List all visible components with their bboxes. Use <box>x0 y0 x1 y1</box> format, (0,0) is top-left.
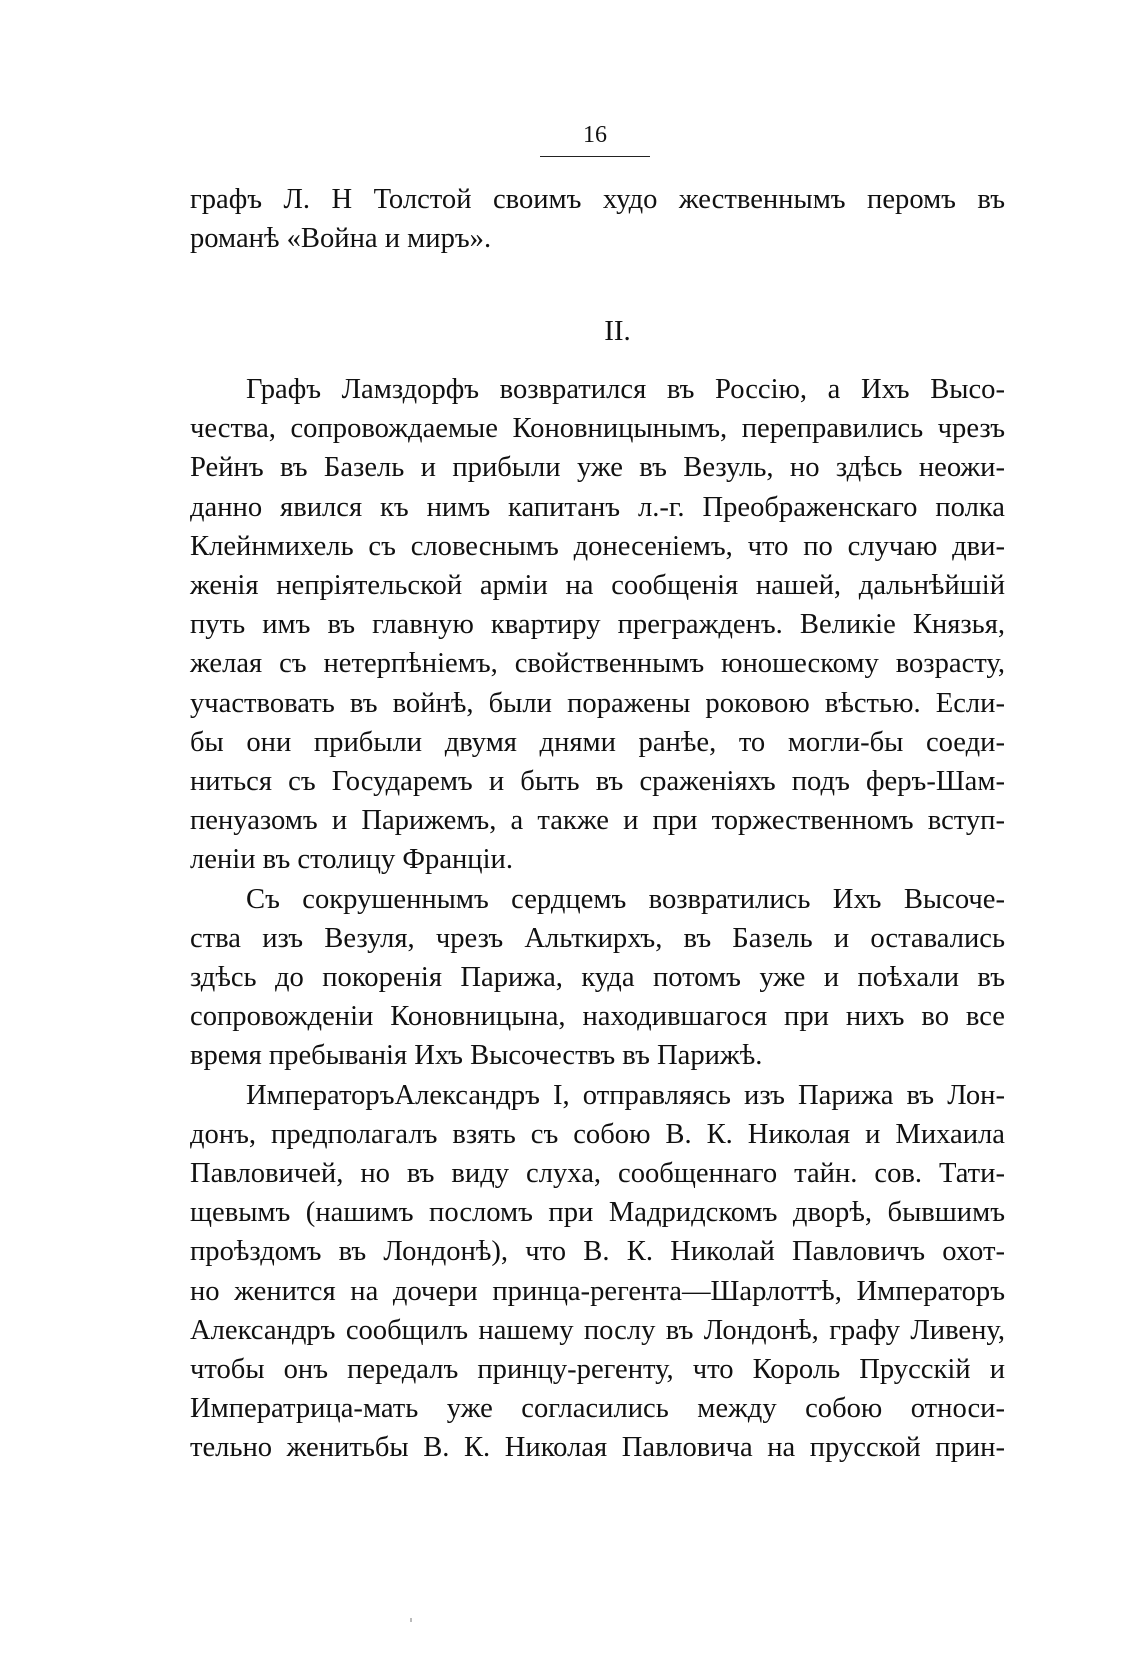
text-line: Александръ сообщилъ нашему послу въ Лондонѣ, графу Ливену, <box>190 1314 1005 1346</box>
text-line: Павловичей, но въ виду слуха, сообщеннаго тайн. сов. Тати- <box>190 1158 1005 1190</box>
text-line: сопровожденіи Коновницына, находившагося при нихъ во все <box>190 1001 1005 1033</box>
text-line: чества, сопровождаемые Коновницынымъ, переправились чрезъ <box>190 413 1005 445</box>
text-line: путь имъ въ главную квартиру прегражденъ. Великіе Князья, <box>190 609 1005 641</box>
print-speck <box>410 1618 412 1622</box>
body-text <box>190 370 1005 1468</box>
text-line: ниться съ Государемъ и быть въ сраженіяхъ подъ феръ-Шам- <box>190 766 1005 798</box>
text-line: романѣ «Война и миръ». <box>190 223 492 255</box>
section-heading: II. <box>604 315 631 347</box>
text-line: данно явился къ нимъ капитанъ л.-г. Преображенскаго полка <box>190 491 1005 523</box>
text-line: Рейнъ въ Базель и прибыли уже въ Везуль, но здѣсь неожи- <box>190 452 1005 484</box>
text-line: чтобы онъ передалъ принцу-регенту, что Король Прусскій и <box>190 1354 1005 1386</box>
paragraph-1 <box>190 370 1005 880</box>
text-line: Императрица-мать уже согласились между собою относи- <box>190 1393 1005 1425</box>
text-line: бы они прибыли двумя днями ранѣе, то могли-бы соеди- <box>190 726 1005 758</box>
text-line: время пребыванія Ихъ Высочествъ въ Парижѣ. <box>190 1040 763 1072</box>
paragraph-2 <box>190 880 1005 1076</box>
text-line: графъ Л. Н Толстой своимъ худо жественнымъ перомъ въ <box>190 184 1005 215</box>
text-line: щевымъ (нашимъ посломъ при Мадридскомъ дворѣ, бывшимъ <box>190 1197 1005 1229</box>
text-line: Клейнмихель съ словеснымъ донесеніемъ, что по случаю дви- <box>190 530 1005 562</box>
text-line: донъ, предполагалъ взять съ собою В. К. Николая и Михаила <box>190 1118 1005 1150</box>
text-line: участвовать въ войнѣ, были поражены роковою вѣстью. Если- <box>190 687 1005 719</box>
text-line: ИмператоръАлександръ I, отправляясь изъ Парижа въ Лон- <box>246 1079 1005 1111</box>
paragraph-3 <box>190 1076 1005 1468</box>
text-line: леніи въ столицу Франціи. <box>190 844 514 876</box>
continuation-paragraph <box>190 180 1005 258</box>
text-line: здѣсь до покоренія Парижа, куда потомъ уже и поѣхали въ <box>190 962 1005 994</box>
text-line: тельно женитьбы В. К. Николая Павловича на прусской прин- <box>190 1432 1005 1464</box>
text-line: проѣздомъ въ Лондонѣ), что В. К. Николай Павловичъ охот- <box>190 1236 1005 1268</box>
text-line: Съ сокрушеннымъ сердцемъ возвратились Ихъ Высоче- <box>246 883 1005 915</box>
text-line: пенуазомъ и Парижемъ, а также и при торжественномъ вступ- <box>190 805 1005 837</box>
text-line: но женится на дочери принца-регента—Шарлоттѣ, Императоръ <box>190 1275 1005 1307</box>
page-number: 16 <box>540 120 650 157</box>
text-line: ства изъ Везуля, чрезъ Альткирхъ, въ Базель и оставались <box>190 922 1005 954</box>
text-line: женія непріятельской арміи на сообщенія нашей, дальнѣйшій <box>190 570 1005 602</box>
text-line: Графъ Ламздорфъ возвратился въ Россію, а Ихъ Высо- <box>246 374 1005 405</box>
text-line: желая съ нетерпѣніемъ, свойственнымъ юношескому возрасту, <box>190 648 1005 680</box>
